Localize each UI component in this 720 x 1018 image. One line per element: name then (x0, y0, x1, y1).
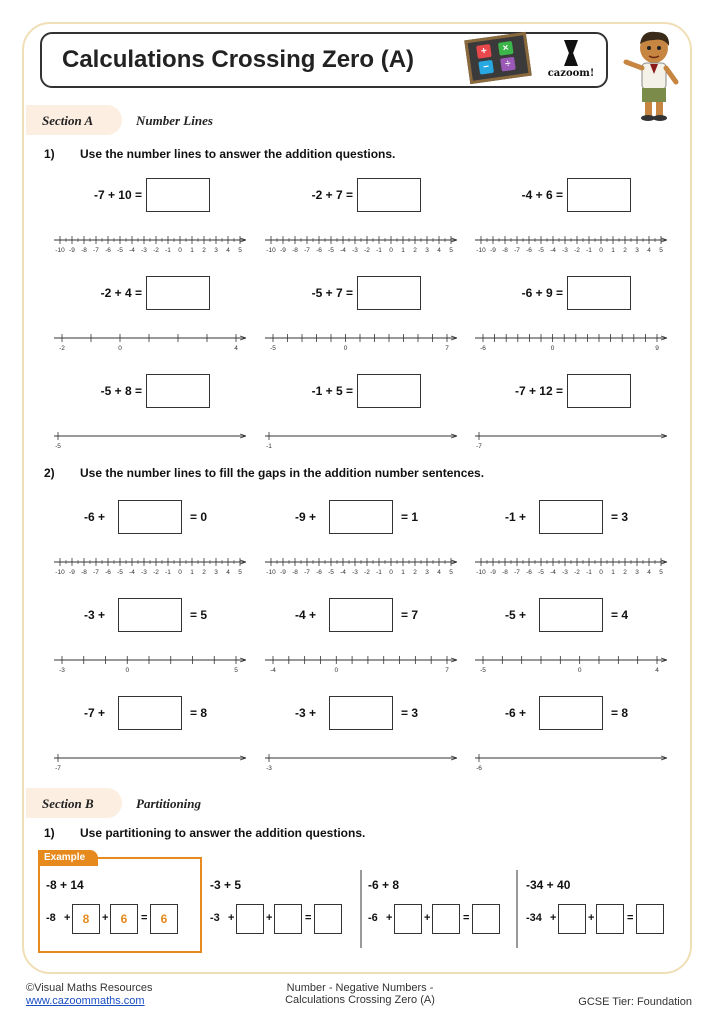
tick-label: -8 (502, 247, 508, 254)
equals-sign: = (141, 912, 148, 924)
tick-label: -8 (81, 569, 87, 576)
tick-label: -6 (105, 247, 111, 254)
tick-label: -6 (526, 569, 532, 576)
partition-box[interactable] (274, 904, 302, 934)
times-tile-icon: × (498, 41, 514, 56)
question-text: Use the number lines to fill the gaps in the addition number sentences. (80, 466, 485, 480)
gap-fill-problem (50, 694, 250, 778)
equation-right: = 5 (190, 608, 208, 622)
partition-box[interactable] (558, 904, 586, 934)
number-line-problem (50, 176, 250, 260)
tick-label: -7 (93, 247, 99, 254)
tick-label: -1 (165, 247, 171, 254)
start-number: -8 (46, 912, 56, 924)
partition-row (526, 904, 676, 934)
question-number: 2) (44, 466, 55, 480)
plus-sign: + (386, 912, 393, 924)
equation-text: -6 + 9 = (521, 286, 563, 300)
tick-label: 0 (118, 345, 122, 352)
partition-box: 6 (110, 904, 138, 934)
tick-label: 2 (413, 247, 417, 254)
tick-label: -2 (364, 569, 370, 576)
plus-sign: + (588, 912, 595, 924)
tick-label: -6 (526, 247, 532, 254)
plus-sign: + (64, 912, 71, 924)
tick-label: 0 (343, 345, 348, 352)
plus-sign: + (228, 912, 235, 924)
tick-label: -4 (550, 247, 556, 254)
tick-label: 4 (647, 247, 651, 254)
tick-label: 2 (623, 569, 627, 576)
tick-label: 4 (234, 345, 238, 352)
tick-label: -5 (480, 667, 486, 674)
equation-left: -3 + (295, 706, 317, 720)
tick-label: 0 (178, 569, 182, 576)
cazoom-logo (545, 40, 597, 82)
tick-label: -1 (165, 569, 171, 576)
result-box[interactable] (314, 904, 342, 934)
question-number: 1) (44, 147, 55, 161)
tick-label: 1 (611, 569, 615, 576)
number-line (261, 556, 461, 576)
tick-label: -7 (514, 569, 520, 576)
tick-label: 2 (623, 247, 627, 254)
example-question: -8 + 14 (46, 878, 84, 892)
tick-label: -10 (476, 247, 486, 254)
number-line (50, 332, 250, 352)
section-a-label: Section A (42, 113, 94, 128)
equation-text: -7 + 12 = (514, 384, 563, 398)
tick-label: -5 (538, 247, 544, 254)
tick-label: -4 (270, 667, 276, 674)
partition-box[interactable] (394, 904, 422, 934)
tick-label: -6 (105, 569, 111, 576)
answer-box[interactable] (146, 276, 210, 310)
gap-fill-problem (471, 596, 671, 680)
tick-label: -2 (153, 569, 159, 576)
answer-box[interactable] (567, 276, 631, 310)
number-line (261, 430, 461, 450)
result-box[interactable] (472, 904, 500, 934)
tick-label: -1 (266, 443, 272, 450)
gap-answer-box[interactable] (118, 696, 182, 730)
tick-label: -4 (550, 569, 556, 576)
number-line (50, 654, 250, 674)
tick-label: -5 (328, 569, 334, 576)
partition-box[interactable] (236, 904, 264, 934)
website-link[interactable]: www.cazoommaths.com (26, 995, 145, 1007)
page-title: Calculations Crossing Zero (A) (62, 46, 415, 73)
number-line-problem (471, 274, 671, 358)
gap-fill-problem (261, 596, 461, 680)
number-line-problem (261, 176, 461, 260)
plus-sign: + (266, 912, 273, 924)
cazoom-brand: cazoom! (547, 68, 595, 79)
gap-answer-box[interactable] (539, 696, 603, 730)
tick-label: -5 (538, 569, 544, 576)
partition-box[interactable] (432, 904, 460, 934)
gap-answer-box[interactable] (539, 598, 603, 632)
tick-label: -6 (316, 247, 322, 254)
tick-label: 1 (401, 569, 405, 576)
result-box[interactable] (636, 904, 664, 934)
number-line (471, 430, 671, 450)
tick-label: 0 (389, 247, 393, 254)
number-line (261, 752, 461, 772)
tick-label: -4 (340, 569, 346, 576)
equals-sign: = (463, 912, 470, 924)
tick-label: -6 (316, 569, 322, 576)
tick-label: 5 (659, 569, 663, 576)
tick-label: 0 (599, 569, 603, 576)
tick-label: 7 (445, 667, 449, 674)
tick-label: 5 (234, 667, 238, 674)
tick-label: -8 (81, 247, 87, 254)
number-line-problem (471, 372, 671, 456)
tick-label: 3 (635, 247, 639, 254)
tick-label: -3 (562, 569, 568, 576)
tick-label: -7 (304, 569, 310, 576)
gap-fill-problem (471, 498, 671, 582)
equation-text: -5 + 7 = (311, 286, 353, 300)
tick-label: -8 (502, 569, 508, 576)
number-line (471, 556, 671, 576)
equation-text: -2 + 4 = (100, 286, 142, 300)
number-line (50, 234, 250, 254)
number-line (471, 654, 671, 674)
gap-fill-problem (261, 694, 461, 778)
tick-label: -8 (292, 569, 298, 576)
tick-label: 4 (226, 569, 230, 576)
tick-label: 4 (226, 247, 230, 254)
example-tag: Example (38, 850, 98, 866)
equation-left: -1 + (505, 510, 527, 524)
plus-sign: + (102, 912, 109, 924)
tick-label: -1 (376, 247, 382, 254)
plus-tile-icon: + (476, 44, 492, 59)
tick-label: 5 (449, 247, 453, 254)
result-box: 6 (150, 904, 178, 934)
tick-label: -8 (292, 247, 298, 254)
divider (360, 870, 362, 948)
tick-label: 3 (425, 569, 429, 576)
tick-label: 5 (659, 247, 663, 254)
answer-box[interactable] (146, 178, 210, 212)
tick-label: -3 (141, 569, 147, 576)
tick-label: -1 (586, 569, 592, 576)
tick-label: 3 (214, 569, 218, 576)
partition-box: 8 (72, 904, 100, 934)
equation-text: -5 + 8 = (100, 384, 142, 398)
footer-credits (26, 982, 153, 1007)
partition-question: -34 + 40 (526, 878, 571, 892)
section-b-label: Section B (42, 796, 94, 811)
partition-row (368, 904, 518, 934)
answer-box[interactable] (357, 178, 421, 212)
equation-left: -9 + (295, 510, 317, 524)
start-number: -3 (210, 912, 220, 924)
gap-answer-box[interactable] (329, 500, 393, 534)
mascot-boy-illustration (620, 28, 690, 124)
number-line (50, 556, 250, 576)
tick-label: -3 (562, 247, 568, 254)
tick-label: 7 (445, 345, 449, 352)
copyright-text: ©Visual Maths Resources (26, 982, 153, 994)
equation-right: = 4 (611, 608, 629, 622)
number-line (471, 332, 671, 352)
partition-question: -6 + 8 (368, 878, 400, 892)
tick-label: -7 (55, 765, 61, 772)
maths-board-logo (464, 32, 532, 84)
equation-left: -6 + (84, 510, 106, 524)
tick-label: 9 (655, 345, 659, 352)
partition-question: -3 + 5 (210, 878, 242, 892)
tick-label: 5 (238, 569, 242, 576)
number-line (261, 234, 461, 254)
tick-label: 3 (425, 247, 429, 254)
plus-sign: + (424, 912, 431, 924)
equation-right: = 1 (401, 510, 419, 524)
gap-answer-box[interactable] (329, 598, 393, 632)
tick-label: -10 (266, 569, 276, 576)
tick-label: 0 (389, 569, 393, 576)
tick-label: -10 (476, 569, 486, 576)
tick-label: 4 (437, 569, 441, 576)
tick-label: -3 (352, 569, 358, 576)
equals-sign: = (627, 912, 634, 924)
gap-answer-box[interactable] (329, 696, 393, 730)
tick-label: 1 (611, 247, 615, 254)
tick-label: -9 (490, 569, 496, 576)
number-line (261, 332, 461, 352)
section-b-topic: Partitioning (136, 796, 202, 811)
tick-label: 0 (125, 667, 130, 674)
equation-right: = 8 (190, 706, 208, 720)
tick-label: 3 (214, 247, 218, 254)
tick-label: -3 (141, 247, 147, 254)
tick-label: -10 (55, 247, 65, 254)
tick-label: 0 (550, 345, 555, 352)
partition-box[interactable] (596, 904, 624, 934)
equation-right: = 7 (401, 608, 419, 622)
number-line (50, 752, 250, 772)
question-number: 1) (44, 826, 55, 840)
divide-tile-icon: ÷ (500, 57, 516, 72)
tick-label: 2 (202, 569, 206, 576)
tick-label: -5 (117, 247, 123, 254)
tick-label: -1 (586, 247, 592, 254)
tick-label: 4 (655, 667, 659, 674)
tick-label: -9 (280, 247, 286, 254)
tick-label: 0 (577, 667, 582, 674)
tick-label: 0 (599, 247, 603, 254)
tick-label: -4 (129, 569, 135, 576)
equation-text: -1 + 5 = (311, 384, 353, 398)
tick-label: -2 (59, 345, 65, 352)
tick-label: -7 (93, 569, 99, 576)
topic-line-2: Calculations Crossing Zero (A) (285, 994, 435, 1006)
gap-answer-box[interactable] (118, 500, 182, 534)
number-line-problem (50, 372, 250, 456)
tick-label: -2 (574, 247, 580, 254)
minus-tile-icon: − (478, 60, 494, 75)
answer-box[interactable] (146, 374, 210, 408)
tick-label: -2 (153, 247, 159, 254)
gap-fill-problem (471, 694, 671, 778)
tick-label: 1 (190, 569, 194, 576)
equals-sign: = (305, 912, 312, 924)
equation-text: -4 + 6 = (521, 188, 563, 202)
topic-line-1: Number - Negative Numbers - (286, 982, 434, 994)
number-line-problem (471, 176, 671, 260)
tick-label: 0 (334, 667, 339, 674)
section-a-topic: Number Lines (136, 113, 213, 128)
question-text: Use the number lines to answer the addition questions. (80, 147, 396, 161)
answer-box[interactable] (357, 276, 421, 310)
number-line (471, 234, 671, 254)
gap-answer-box[interactable] (118, 598, 182, 632)
number-line-problem (261, 372, 461, 456)
equation-left: -6 + (505, 706, 527, 720)
equation-right: = 3 (401, 706, 419, 720)
gap-fill-problem (50, 596, 250, 680)
answer-box[interactable] (567, 178, 631, 212)
tick-label: -9 (280, 569, 286, 576)
tick-label: -10 (266, 247, 276, 254)
equation-right: = 3 (611, 510, 629, 524)
plus-sign: + (550, 912, 557, 924)
tick-label: -6 (476, 765, 482, 772)
equation-text: -7 + 10 = (93, 188, 142, 202)
tick-label: 1 (190, 247, 194, 254)
partition-row (210, 904, 360, 934)
partition-row (46, 904, 196, 934)
gap-fill-problem (261, 498, 461, 582)
tick-label: 5 (238, 247, 242, 254)
tick-label: 1 (401, 247, 405, 254)
equation-left: -3 + (84, 608, 106, 622)
number-line (471, 752, 671, 772)
hourglass-icon (564, 40, 578, 66)
tick-label: -9 (490, 247, 496, 254)
gap-fill-problem (50, 498, 250, 582)
tick-label: -10 (55, 569, 65, 576)
tick-label: 2 (413, 569, 417, 576)
number-line (261, 654, 461, 674)
tick-label: -7 (514, 247, 520, 254)
tick-label: -1 (376, 569, 382, 576)
start-number: -34 (526, 912, 542, 924)
equation-text: -2 + 7 = (311, 188, 353, 202)
tick-label: -5 (55, 443, 61, 450)
tick-label: -3 (352, 247, 358, 254)
start-number: -6 (368, 912, 378, 924)
tick-label: -4 (340, 247, 346, 254)
equation-left: -5 + (505, 608, 527, 622)
tick-label: -5 (270, 345, 276, 352)
tick-label: -7 (476, 443, 482, 450)
tick-label: -7 (304, 247, 310, 254)
tick-label: -9 (69, 247, 75, 254)
number-line-problem (261, 274, 461, 358)
question-text: Use partitioning to answer the addition questions. (80, 826, 366, 840)
answer-box[interactable] (357, 374, 421, 408)
footer-topic (250, 982, 470, 1006)
number-line-problem (50, 274, 250, 358)
equation-right: = 8 (611, 706, 629, 720)
tick-label: -2 (364, 247, 370, 254)
tick-label: 2 (202, 247, 206, 254)
tick-label: 0 (178, 247, 182, 254)
tick-label: -5 (328, 247, 334, 254)
answer-box[interactable] (567, 374, 631, 408)
equation-right: = 0 (190, 510, 208, 524)
tick-label: -9 (69, 569, 75, 576)
tick-label: -3 (266, 765, 272, 772)
equation-left: -7 + (84, 706, 106, 720)
gap-answer-box[interactable] (539, 500, 603, 534)
tick-label: -2 (574, 569, 580, 576)
tick-label: 4 (437, 247, 441, 254)
number-line (50, 430, 250, 450)
tick-label: 3 (635, 569, 639, 576)
footer-tier: GCSE Tier: Foundation (578, 996, 692, 1008)
tick-label: 5 (449, 569, 453, 576)
tick-label: -6 (480, 345, 486, 352)
tick-label: -3 (59, 667, 65, 674)
tick-label: -4 (129, 247, 135, 254)
tick-label: 4 (647, 569, 651, 576)
tick-label: -5 (117, 569, 123, 576)
equation-left: -4 + (295, 608, 317, 622)
